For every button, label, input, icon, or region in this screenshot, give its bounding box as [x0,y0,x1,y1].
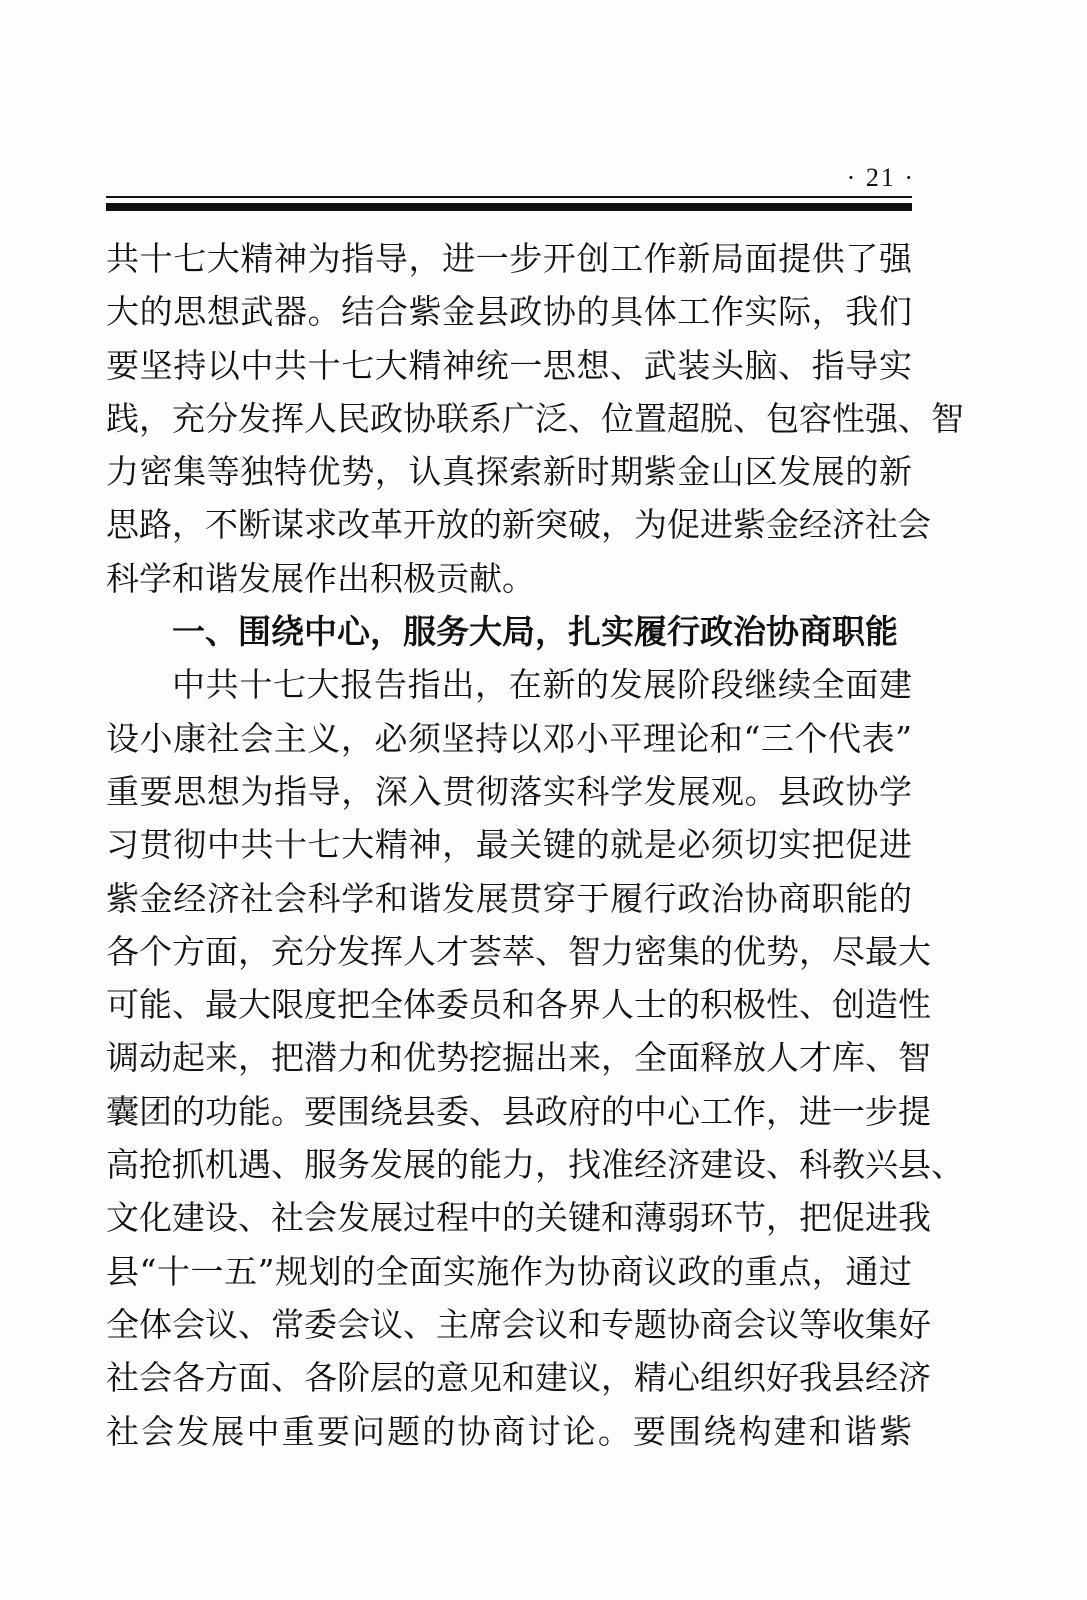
text-line: 调动起来，把潜力和优势挖掘出来，全面释放人才库、智 [106,1038,931,1078]
text-line: 各个方面，充分发挥人才荟萃、智力密集的优势，尽最大 [106,931,931,971]
text-line: 思路，不断谋求改革开放的新突破，为促进紫金经济社会 [106,505,931,545]
body-text [106,232,964,1458]
page-number: · 21 · [846,163,915,192]
text-line: 县“十一五”规划的全面实施作为协商议政的重点，通过 [106,1251,912,1291]
text-line: 大的思想武器。结合紫金县政协的具体工作实际，我们 [106,292,912,332]
text-line: 社会发展中重要问题的协商讨论。要围绕构建和谐紫 [106,1411,912,1451]
text-line: 要坚持以中共十七大精神统一思想、武装头脑、指导实 [106,345,912,385]
paragraph-continued [106,232,964,605]
text-line: 紫金经济社会科学和谐发展贯穿于履行政治协商职能的 [106,878,912,918]
text-line: 设小康社会主义，必须坚持以邓小平理论和“三个代表” [106,718,912,758]
text-line: 践，充分发挥人民政协联系广泛、位置超脱、包容性强、智 [106,398,964,438]
header-rule-thick [106,203,912,211]
text-line: 全体会议、常委会议、主席会议和专题协商会议等收集好 [106,1304,931,1344]
text-line: 社会各方面、各阶层的意见和建议，精心组织好我县经济 [106,1358,931,1398]
text-line: 习贯彻中共十七大精神，最关键的就是必须切实把促进 [106,825,912,865]
paragraph-section-one [106,658,964,1457]
text-line: 科学和谐发展作出积极贡献。 [106,558,535,598]
text-line: 囊团的功能。要围绕县委、县政府的中心工作，进一步提 [106,1091,931,1131]
text-line: 高抢抓机遇、服务发展的能力，找准经济建设、科教兴县、 [106,1145,964,1185]
section-heading: 一、围绕中心，服务大局，扎实履行政治协商职能 [172,612,898,652]
text-line: 中共十七大报告指出，在新的发展阶段继续全面建 [172,665,912,705]
text-line: 共十七大精神为指导，进一步开创工作新局面提供了强 [106,239,912,278]
text-line: 可能、最大限度把全体委员和各界人士的积极性、创造性 [106,985,931,1025]
header-rule-thin [106,196,912,198]
text-line: 力密集等独特优势，认真探索新时期紫金山区发展的新 [106,452,912,492]
text-line: 重要思想为指导，深入贯彻落实科学发展观。县政协学 [106,771,912,811]
text-line: 文化建设、社会发展过程中的关键和薄弱环节，把促进我 [106,1198,931,1238]
